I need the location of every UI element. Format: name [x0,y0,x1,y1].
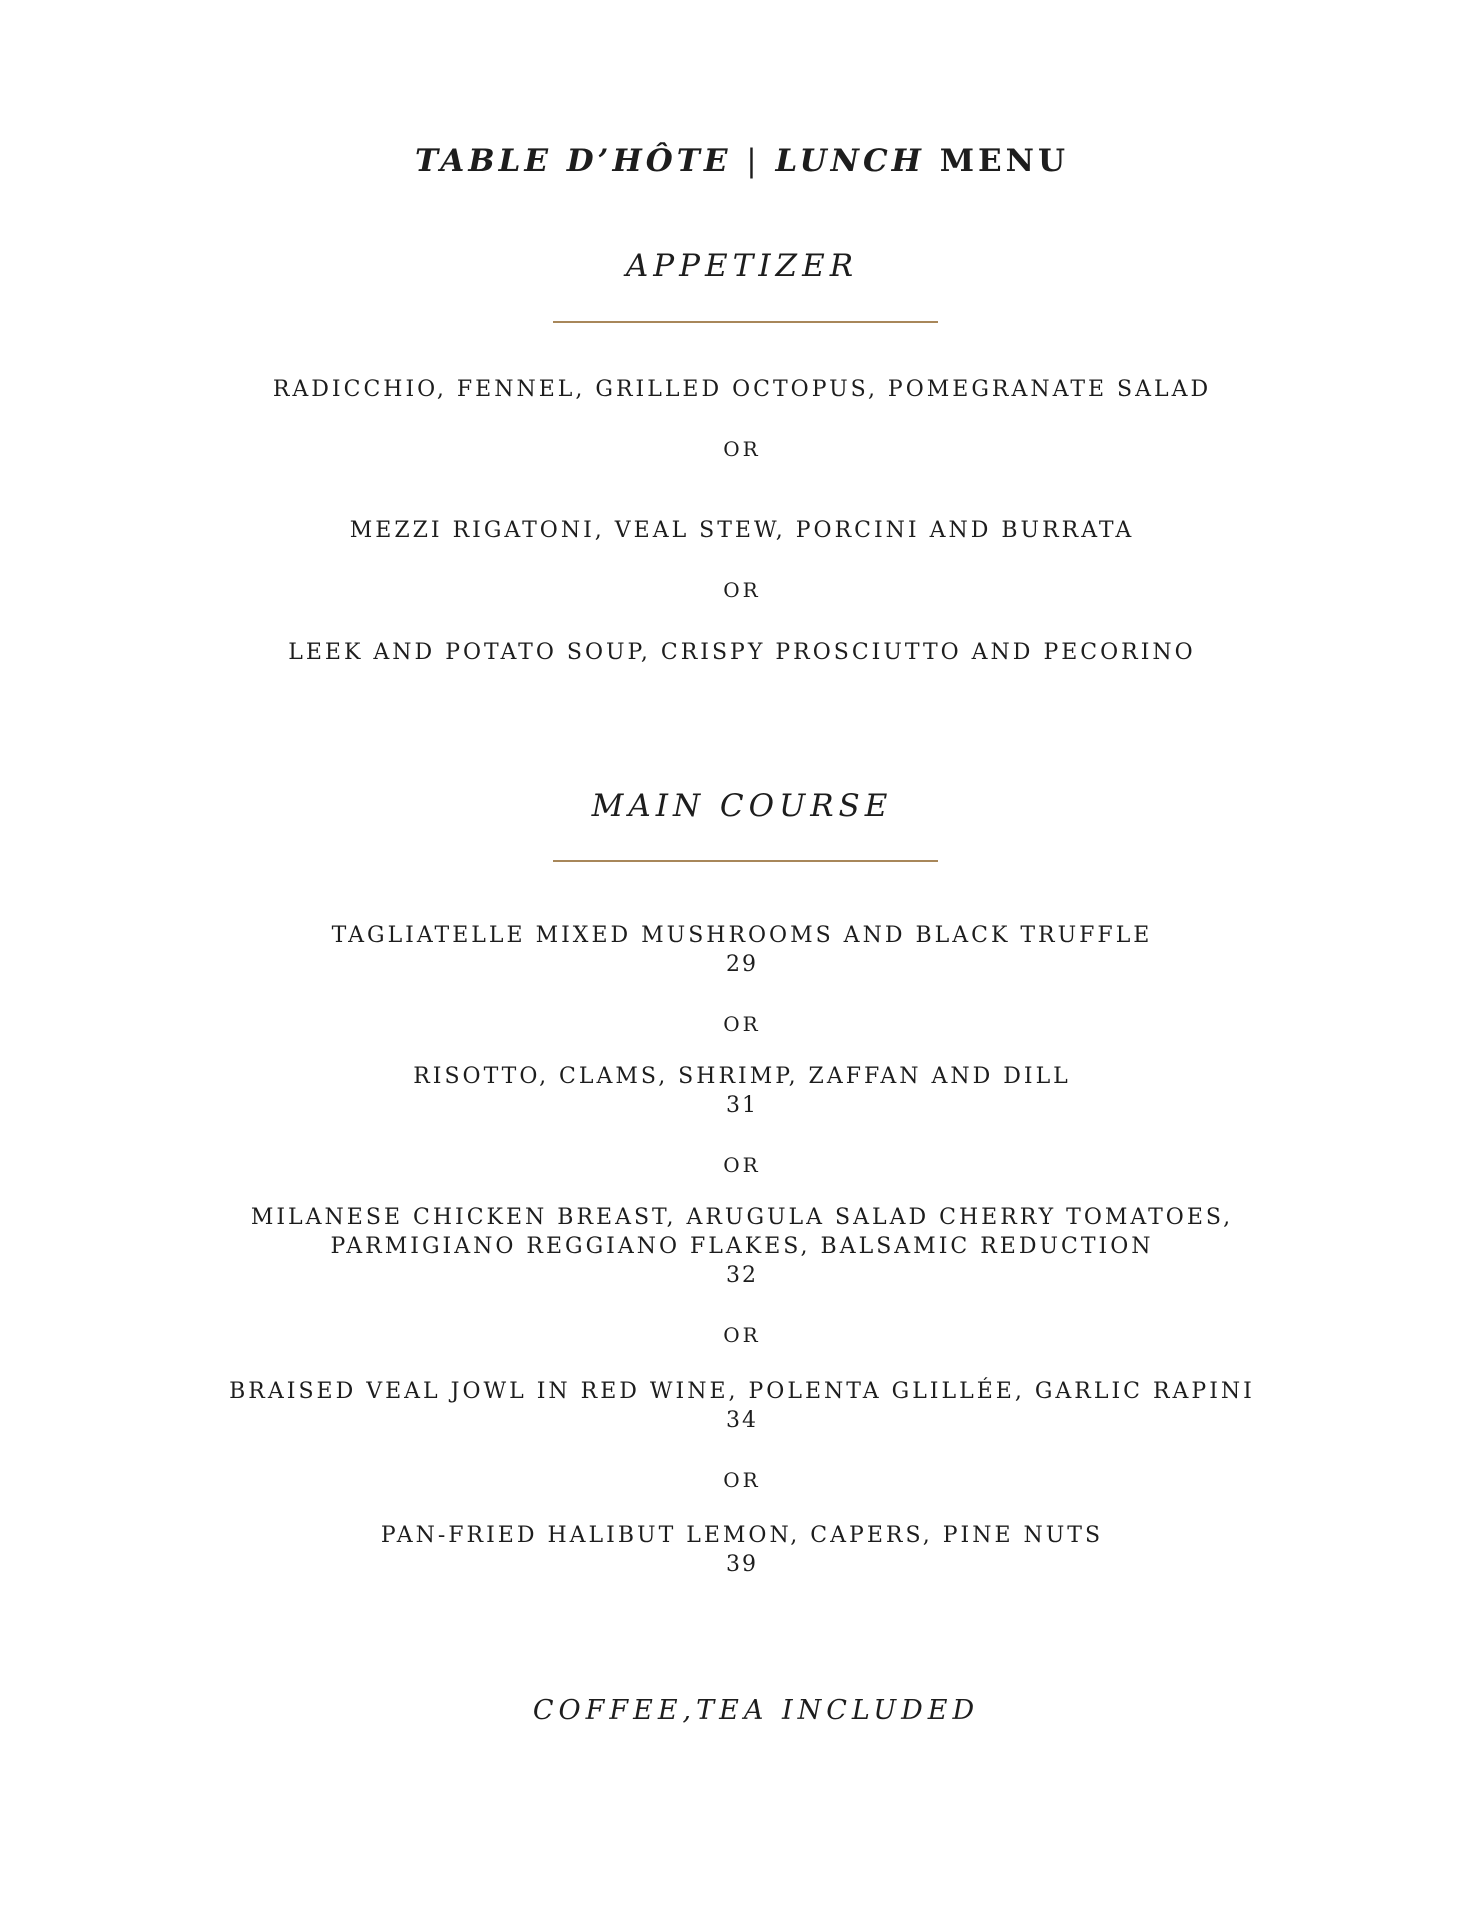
appetizer-item: RADICCHIO, FENNEL, GRILLED OCTOPUS, POMEGRANATE SALAD [272,377,1212,402]
appetizer-item: MEZZI RIGATONI, VEAL STEW, PORCINI AND BURRATA [349,518,1135,543]
title-lunch: LUNCH [775,143,925,179]
title-table-dhote: TABLE D’HÔTE [414,143,732,179]
or-separator: OR [723,437,761,461]
or-separator: OR [723,1468,761,1492]
or-separator: OR [723,578,761,602]
main-course-heading: MAIN COURSE [591,788,893,824]
or-separator: OR [723,1012,761,1036]
main-course-item: BRAISED VEAL JOWL IN RED WINE, POLENTA GLILLÉE, GARLIC RAPINI [229,1379,1255,1404]
item-price: 34 [726,1408,758,1433]
main-course-item: PAN-FRIED HALIBUT LEMON, CAPERS, PINE NUTS [380,1523,1104,1548]
coffee-tea-note: COFFEE,TEA INCLUDED [532,1695,980,1726]
main-course-item: RISOTTO, CLAMS, SHRIMP, ZAFFAN AND DILL [413,1064,1071,1089]
item-price: 31 [726,1093,758,1118]
appetizer-heading: APPETIZER [625,248,859,284]
appetizer-item: LEEK AND POTATO SOUP, CRISPY PROSCIUTTO AND PECORINO [288,640,1196,665]
item-price: 32 [726,1263,758,1288]
title-separator: | [746,143,761,179]
item-price: 29 [726,952,758,977]
item-price: 39 [726,1552,758,1577]
main-course-item-continued: PARMIGIANO REGGIANO FLAKES, BALSAMIC REDUCTION [330,1234,1154,1259]
or-separator: OR [723,1153,761,1177]
or-separator: OR [723,1323,761,1347]
menu-title [0,143,1484,179]
main-course-item: MILANESE CHICKEN BREAST, ARUGULA SALAD CHERRY TOMATOES, [250,1205,1234,1230]
appetizer-divider [553,321,938,323]
main-course-divider [553,860,938,862]
main-course-item: TAGLIATELLE MIXED MUSHROOMS AND BLACK TRUFFLE [331,923,1153,948]
title-menu: MENU [939,143,1070,179]
